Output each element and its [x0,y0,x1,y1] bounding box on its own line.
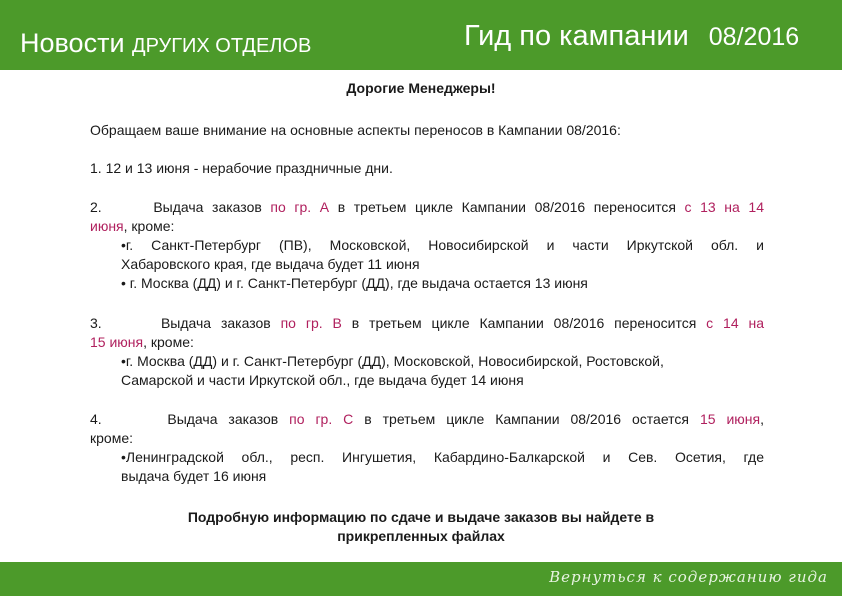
footer-bar [0,562,842,596]
greeting: Дорогие Менеджеры! [346,80,496,96]
intro-text: Обращаем ваше внимание на основные аспекты переносов в Кампании 08/2016: [90,122,621,138]
guide-title [464,20,799,53]
item-2-except: , кроме: [123,218,175,234]
section-title-main: Новости [20,28,125,58]
item-4-group: по гр. С [289,411,354,427]
item-3-line-1 [90,314,764,333]
back-to-contents-link[interactable]: Вернуться к содержанию гида [549,568,828,586]
item-2-date-2: июня [90,218,124,234]
item-2-text-2: в третьем цикле Кампании 08/2016 переносится [329,199,685,215]
attachments-note-line-1: Подробную информацию по сдаче и выдаче заказов вы найдете в [187,509,655,525]
item-3 [90,314,764,390]
item-2-line-1 [90,198,764,217]
item-4 [90,410,764,486]
item-2-group: по гр. А [270,199,330,215]
attachments-note [150,508,692,546]
item-2-bullet-1: •г. Санкт-Петербург (ПВ), Московской, Новосибирской и части Иркутской обл. и [121,237,764,253]
item-4-bullet-1: •Ленинградской обл., респ. Ингушетия, Кабардино-Балкарской и Сев. Осетия, где [121,449,764,465]
item-3-except: , кроме: [143,334,194,350]
section-title [20,28,311,59]
item-4-bullet-1-cont: выдача будет 16 июня [121,468,267,484]
item-3-group: по гр. В [280,315,342,331]
guide-title-text: Гид по кампании [464,20,689,52]
item-3-bullet-1-cont: Самарской и части Иркутской обл., где выдача будет 14 июня [121,372,524,388]
item-2-text: Выдача заказов [153,199,271,215]
item-2-line-2 [90,217,764,236]
item-2 [90,198,764,293]
item-2-date: с 13 на 14 [684,199,764,215]
item-4-line-2: кроме: [90,430,133,446]
item-3-text: Выдача заказов [160,315,281,331]
item-3-number: 3. [90,315,102,331]
section-title-sub: ДРУГИХ ОТДЕЛОВ [132,35,312,57]
item-3-text-2: в третьем цикле Кампании 08/2016 переносится [341,315,707,331]
item-3-line-2 [90,333,764,352]
item-4-line-1 [90,410,764,429]
item-2-bullet-1-cont: Хабаровского края, где выдача будет 11 июня [121,256,420,272]
item-1: 1. 12 и 13 июня - нерабочие праздничные дни. [90,160,393,176]
header-bar [0,0,842,70]
item-4-text: Выдача заказов [167,411,290,427]
item-4-comma: , [760,411,764,427]
attachments-note-line-2: прикрепленных файлах [337,528,505,544]
item-4-date: 15 июня [699,411,761,427]
item-3-date: с 14 на [706,315,764,331]
item-4-number: 4. [90,411,102,427]
item-4-text-2: в третьем цикле Кампании 08/2016 остается [353,411,700,427]
item-3-date-2: 15 июня [90,334,144,350]
item-2-bullet-2: • г. Москва (ДД) и г. Санкт-Петербург (ДД), где выдача остается 13 июня [121,275,588,291]
item-2-number: 2. [90,199,102,215]
guide-issue: 08/2016 [708,23,800,51]
item-3-bullet-1: •г. Москва (ДД) и г. Санкт-Петербург (ДД), Московской, Новосибирской, Ростовской, [121,353,664,369]
